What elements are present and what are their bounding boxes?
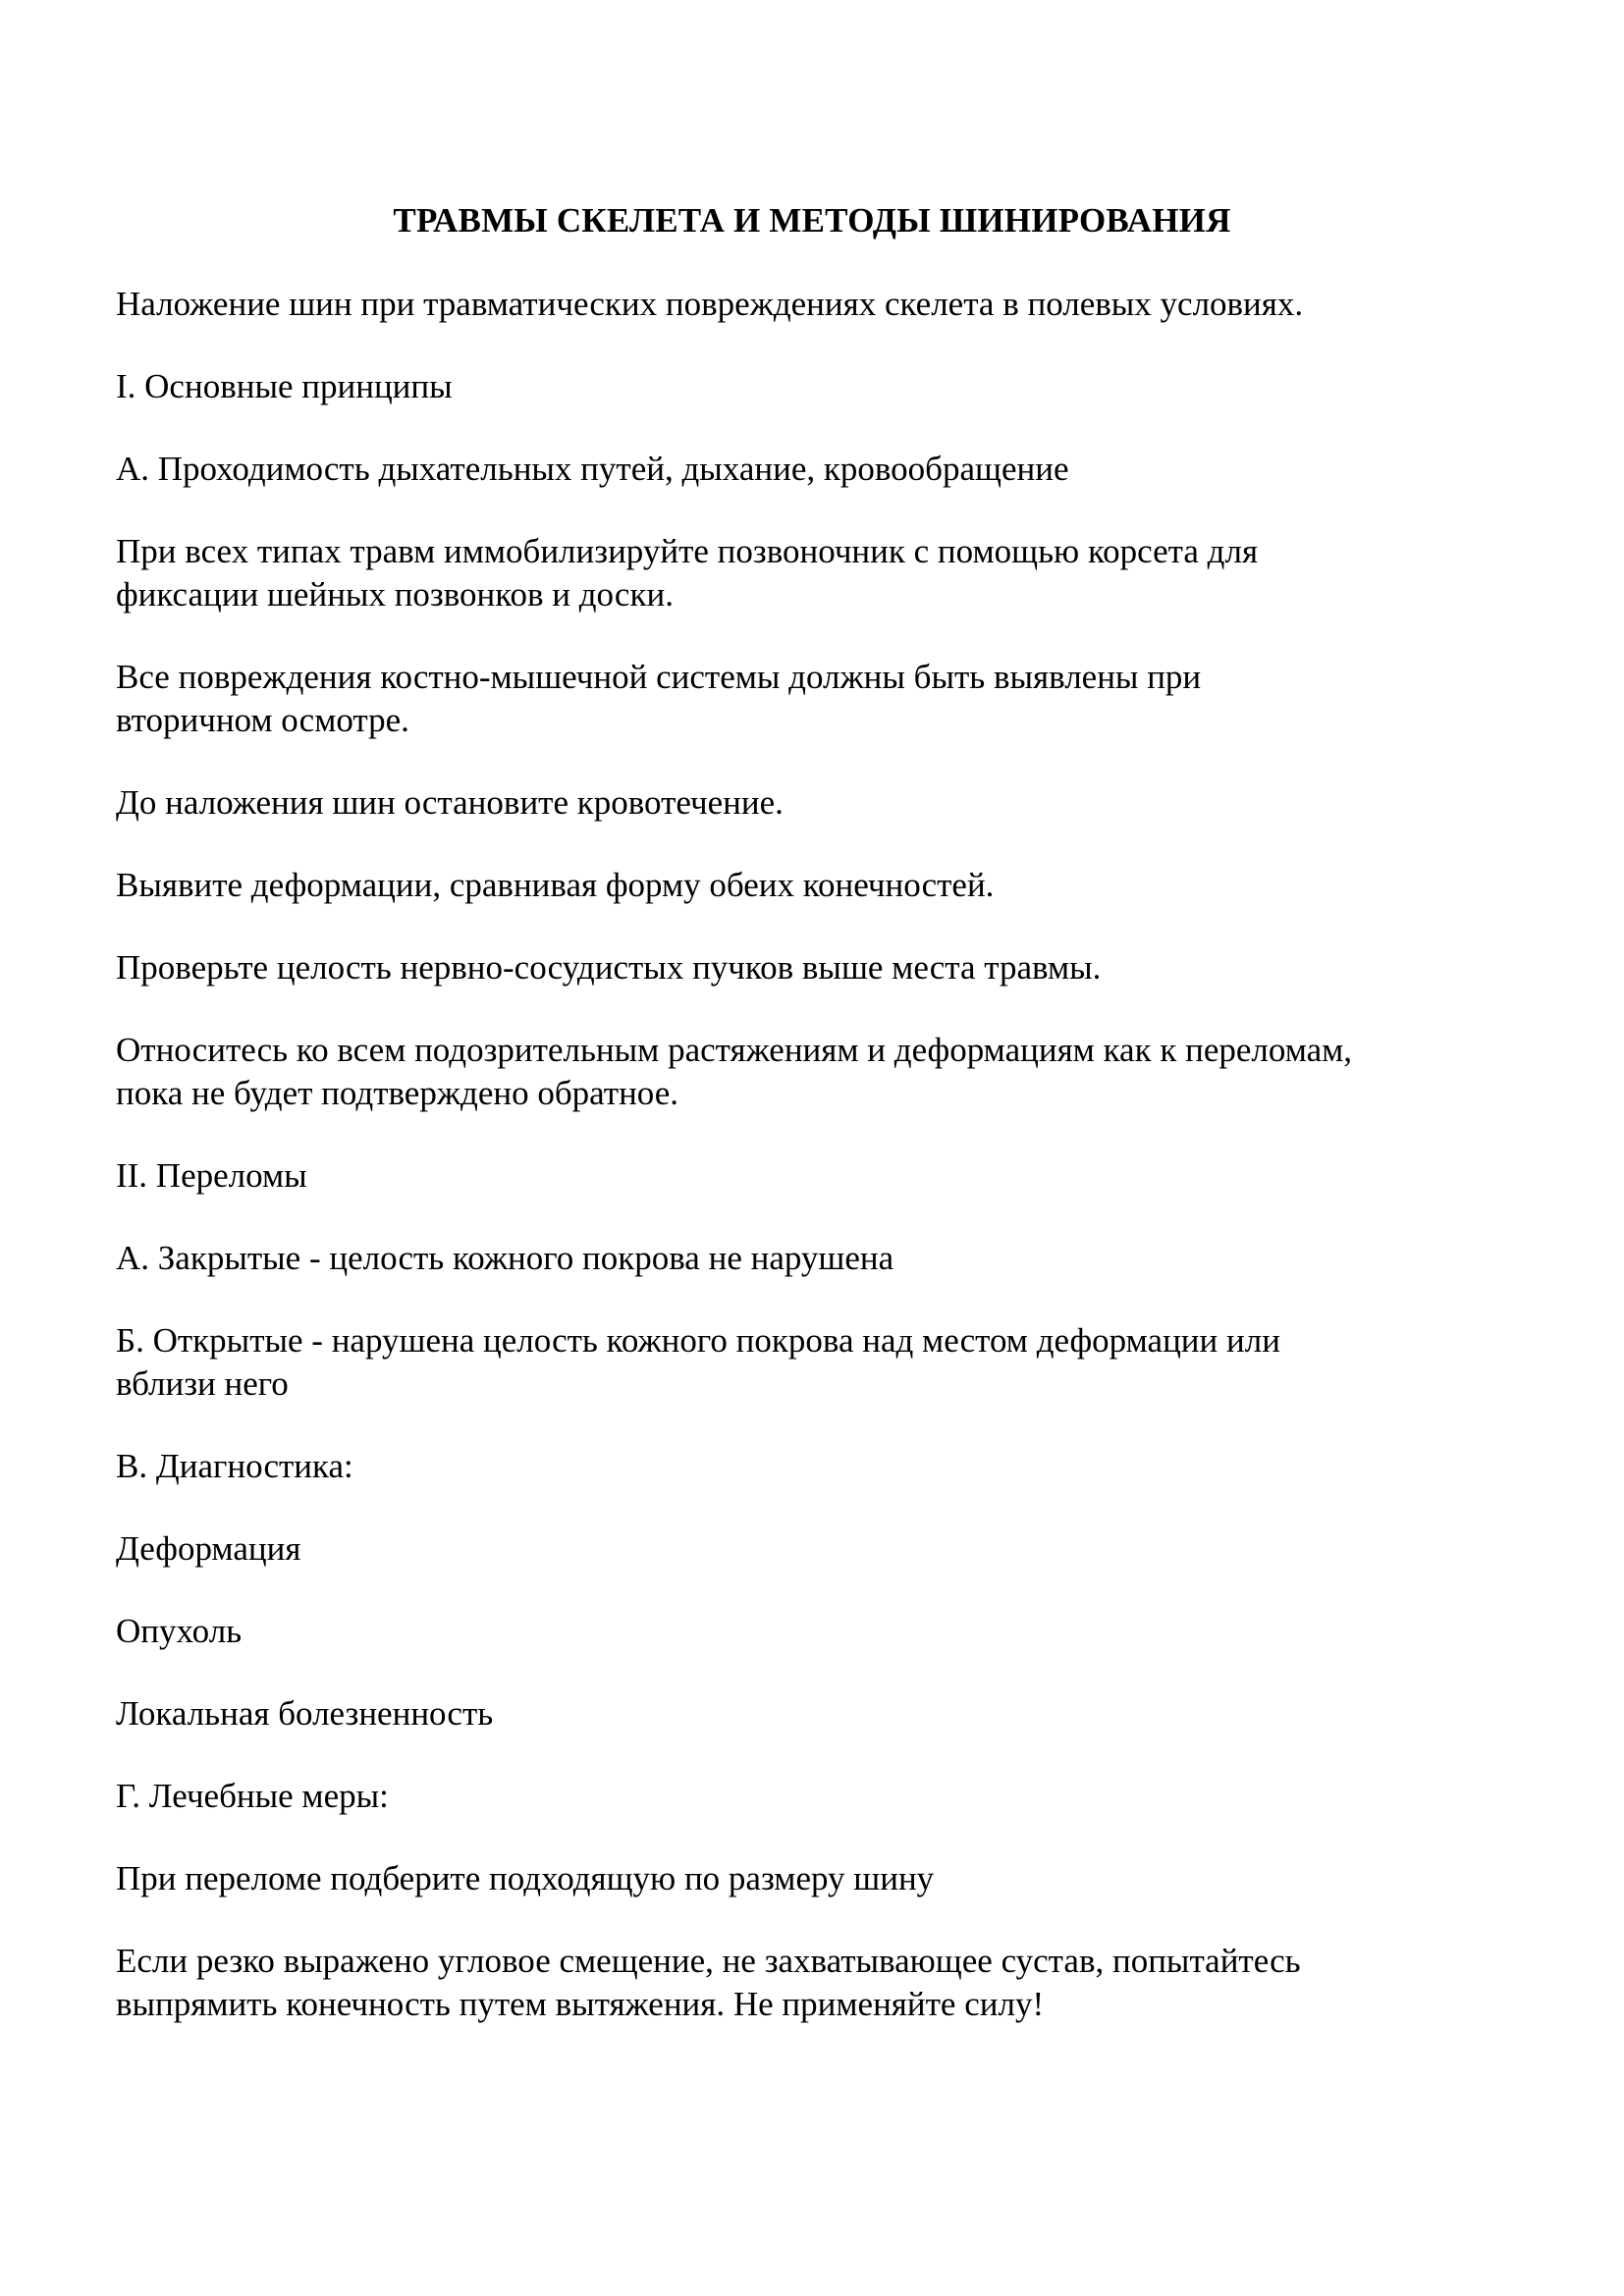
list-item-deformity [116,1527,1530,1571]
paragraph-line: Наложение шин при травматических повреждениях скелета в полевых условиях. [116,285,1304,323]
list-item-tenderness [116,1692,1530,1735]
subsection-heading-abc [116,448,1530,491]
list-item-swelling [116,1610,1530,1653]
subsection-diagnostics [116,1445,1530,1488]
paragraph-line: А. Закрытые - целость кожного покрова не нарушена [116,1239,894,1277]
paragraph-line: Опухоль [116,1612,243,1650]
paragraph-line: Локальная болезненность [116,1694,494,1733]
paragraph-line: Г. Лечебные меры: [116,1777,389,1815]
paragraph-line: При всех типах травм иммобилизируйте позвоночник с помощью корсета для [116,532,1259,570]
paragraph-line: Б. Открытые - нарушена целость кожного покрова над местом деформации или [116,1321,1280,1360]
paragraph-line: Если резко выражено угловое смещение, не захватывающее сустав, попытайтесь [116,1942,1301,1980]
paragraph-line: Проверьте целость нервно-сосудистых пучков выше места травмы. [116,948,1102,987]
paragraph-treat-as-fracture [116,1029,1530,1115]
paragraph-angular-displacement [116,1940,1530,2026]
paragraph-line: Все повреждения костно-мышечной системы должны быть выявлены при [116,658,1202,696]
paragraph-line: фиксации шейных позвонков и доски. [116,575,674,614]
paragraph-line: Относитесь ко всем подозрительным растяжениям и деформациям как к переломам, [116,1031,1353,1069]
paragraph-line: Выявите деформации, сравнивая форму обеих конечностей. [116,866,995,904]
paragraph-line: I. Основные принципы [116,367,453,405]
paragraph-line: До наложения шин остановите кровотечение. [116,783,784,822]
paragraph-neurovascular [116,946,1530,989]
paragraph-line: вблизи него [116,1364,289,1403]
paragraph-spine-immobilization [116,530,1530,616]
page-title: ТРАВМЫ СКЕЛЕТА И МЕТОДЫ ШИНИРОВАНИЯ [393,201,1231,240]
section-heading-principles [116,365,1530,408]
paragraph-line: вторичном осмотре. [116,701,409,739]
paragraph-line: При переломе подберите подходящую по размеру шину [116,1859,935,1897]
paragraph-line: пока не будет подтверждено обратное. [116,1074,679,1112]
paragraph-choose-splint [116,1857,1530,1900]
subsection-treatment [116,1775,1530,1818]
subsection-open [116,1319,1530,1406]
subsection-closed [116,1237,1530,1280]
paragraph-line: Деформация [116,1529,301,1568]
paragraph-line: II. Переломы [116,1156,307,1195]
paragraph-deformities [116,864,1530,907]
paragraph-stop-bleeding [116,781,1530,825]
paragraph-secondary-survey [116,656,1530,742]
paragraph-line: выпрямить конечность путем вытяжения. Не применяйте силу! [116,1985,1045,2023]
section-heading-fractures [116,1154,1530,1198]
paragraph-line: В. Диагностика: [116,1447,353,1485]
paragraph-line: А. Проходимость дыхательных путей, дыхание, кровообращение [116,450,1069,488]
paragraph-intro [116,283,1530,326]
